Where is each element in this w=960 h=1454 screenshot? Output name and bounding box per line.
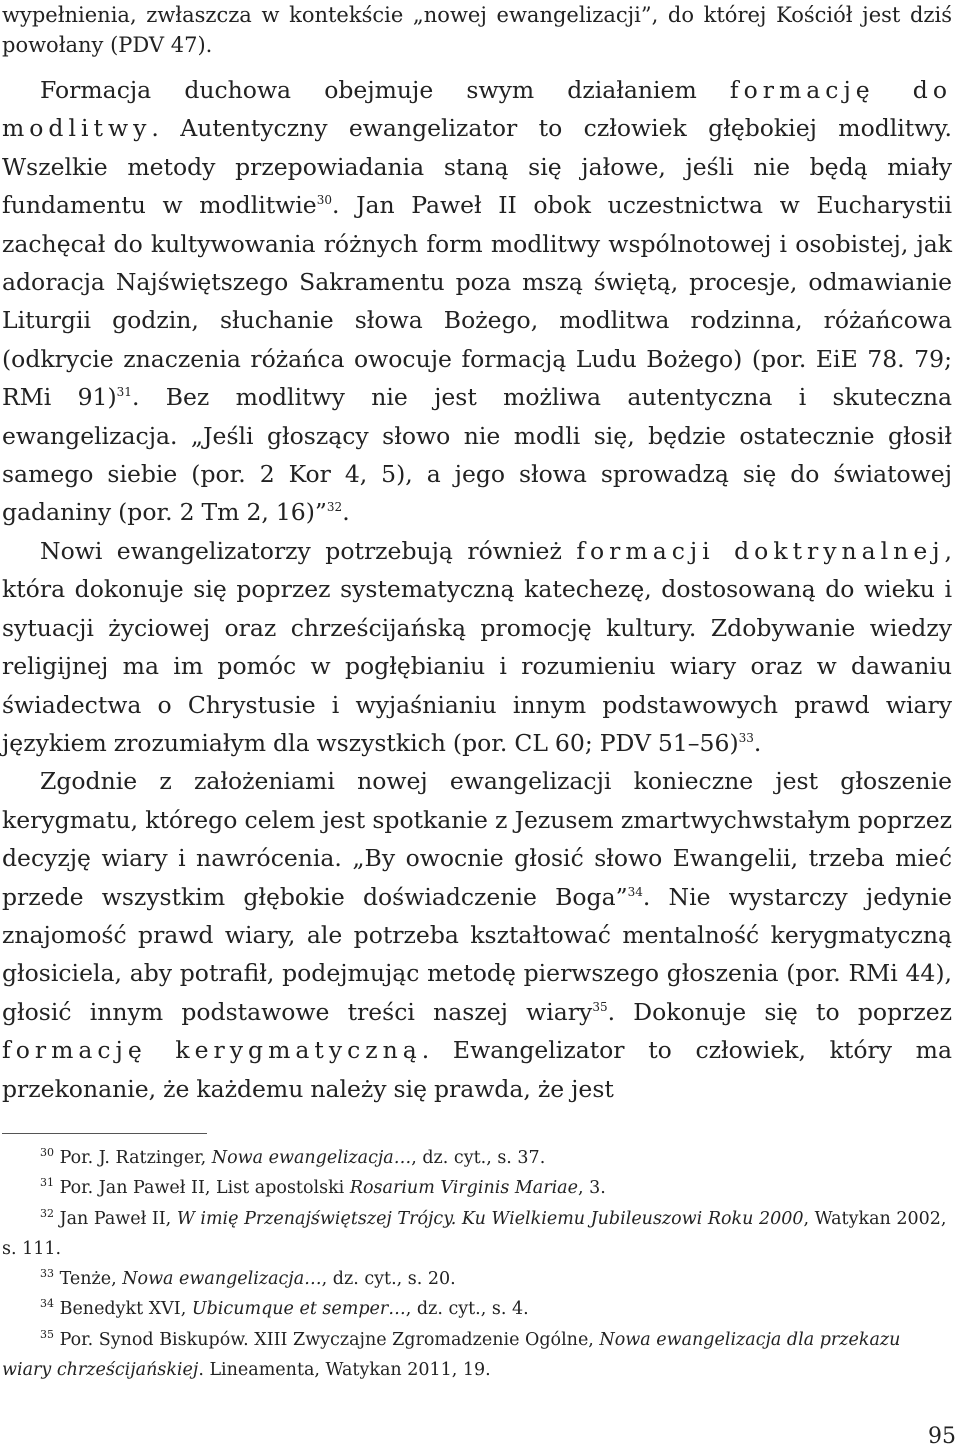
text-run: , która dokonuje się poprzez systematyczną katechezę, dostosowaną do wieku i sytuacji życiowej oraz chrześcijańską promocję kultury. Zdobywanie wiedzy religijnej ma im pomóc w pogłębianiu i rozumieniu wiary oraz w dawaniu świadectwa o Chrystusie i wyjaśnianiu innym podstawowych prawd wiary językiem zrozumiałym dla wszystkich (por. CL 60; PDV 51–56) (2, 536, 952, 757)
footnote-33 (2, 1264, 952, 1294)
text-run: Zgodnie z założeniami nowej ewangelizacji konieczne jest głoszenie kerygmatu, którego celem jest spotkanie z Jezusem zmartwychwstałym poprzez decyzję wiary i nawrócenia. „By owocnie głosić słowo Ewangelii, trzeba mieć przede wszystkim głębokie doświadczenie Boga” (2, 767, 952, 911)
text-run: . Nie wystarczy jedynie znajomość prawd wiary, ale potrzeba kształtować mentalność kerygmatyczną głosiciela, aby potrafił, podejmując metodę pierwszego głoszenia (por. RMi 44), głosić innym podstawowe treści naszej wiary (2, 882, 952, 1026)
footnote-ref-31: 31 (116, 385, 132, 400)
text-run: . Autentyczny ewangelizator to człowiek głębokiej modlitwy. Wszelkie metody przepowiadania staną się jałowe, jeśli nie będą miały fundamentu w modlitwie (2, 114, 952, 220)
footnote-text: , dz. cyt., s. 4. (405, 1299, 529, 1320)
paragraph-formacja-doktrynalna (2, 532, 952, 762)
footnote-title: Rosarium Virginis Mariae (349, 1178, 578, 1199)
footnote-number: 34 (40, 1297, 54, 1311)
text-run: Nowi ewangelizatorzy potrzebują również (40, 536, 577, 565)
footnote-ref-35: 35 (592, 999, 608, 1014)
footnote-title: Ubicumque et semper… (191, 1299, 406, 1320)
footnote-text: , dz. cyt., s. 20. (321, 1269, 456, 1290)
footnote-number: 35 (40, 1327, 54, 1341)
footnote-number: 30 (40, 1146, 54, 1159)
body-text (2, 71, 952, 1108)
footnote-31 (2, 1173, 952, 1203)
text-run: . (342, 498, 350, 527)
footnote-ref-33: 33 (738, 730, 754, 745)
footnote-title: Nowa ewangelizacja dla przekazu wiary chrześcijańskiej (2, 1329, 901, 1381)
footnote-text: Por. J. Ratzinger, (59, 1148, 212, 1168)
footnote-number: 32 (40, 1206, 54, 1220)
spaced-emphasis: formacji doktrynalnej (576, 536, 945, 565)
footnote-34 (2, 1294, 952, 1324)
footnote-text: Tenże, (59, 1269, 123, 1290)
footnote-32 (2, 1204, 952, 1265)
paragraph-kerygmat (2, 762, 952, 1108)
footnote-text: Jan Paweł II, (59, 1208, 177, 1229)
footnote-text: , Watykan 2002, s. 111. (2, 1208, 947, 1259)
footnote-text: . Lineamenta, Watykan 2011, 19. (198, 1360, 491, 1381)
footnote-ref-32: 32 (326, 500, 343, 515)
footnote-number: 31 (40, 1176, 54, 1190)
footnotes (2, 1143, 952, 1385)
intro-text: wypełnienia, zwłaszcza w kontekście „nowej ewangelizacji”, do której Kościół jest dziś powołany (PDV 47). (2, 3, 952, 57)
footnote-title: Nowa ewangelizacja… (211, 1148, 412, 1168)
footnote-35 (2, 1325, 952, 1386)
text-run: . Jan Paweł II obok uczestnictwa w Eucharystii zachęcał do kultywowania różnych form modlitwy wspólnotowej i osobistej, jak adoracja Najświętszego Sakramentu poza mszą świętą, procesje, odmawianie Liturgii godzin, słuchanie słowa Bożego, modlitwa rodzinna, różańcowa (odkrycie znaczenia różańca owocuje formacją Ludu Bożego) (por. EiE 78. 79; RMi 91) (2, 191, 952, 412)
footnote-ref-34: 34 (627, 884, 643, 899)
footnote-title: Nowa ewangelizacja… (122, 1269, 322, 1290)
footnote-text: Por. Synod Biskupów. XIII Zwyczajne Zgromadzenie Ogólne, (59, 1329, 600, 1350)
text-run: . Dokonuje się to poprzez (607, 997, 953, 1026)
page-number: 95 (928, 1424, 956, 1449)
footnote-text: , 3. (577, 1178, 606, 1199)
spaced-emphasis: formację kerygmatyczną (2, 1036, 422, 1065)
footnote-ref-30: 30 (316, 193, 333, 208)
text-run: Formacja duchowa obejmuje swym działaniem (40, 76, 730, 104)
footnote-separator (2, 1133, 207, 1134)
footnote-number: 33 (40, 1267, 54, 1281)
footnote-text: Benedykt XVI, (59, 1299, 192, 1320)
footnote-30 (2, 1143, 952, 1173)
footnote-text: Por. Jan Paweł II, List apostolski (59, 1178, 350, 1199)
footnote-title: W imię Przenajświętszej Trójcy. Ku Wielkiemu Jubileuszowi Roku 2000 (176, 1208, 804, 1229)
paragraph-formacja-duchowa (2, 71, 952, 532)
footnote-text: , dz. cyt., s. 37. (411, 1148, 546, 1168)
text-run: . Bez modlitwy nie jest możliwa autentyczna i skuteczna ewangelizacja. „Jeśli głoszący słowo nie modli się, będzie ostatecznie głosił samego siebie (por. 2 Kor 4, 5), a jego słowa sprowadzą się do światowej gadaniny (por. 2 Tm 2, 16)” (2, 383, 952, 527)
text-run: . Ewangelizator to człowiek, który ma przekonanie, że każdemu należy się prawda, że jest (2, 1036, 952, 1103)
spaced-emphasis: formację do modlitwy (2, 76, 952, 143)
text-run: . (753, 728, 762, 757)
